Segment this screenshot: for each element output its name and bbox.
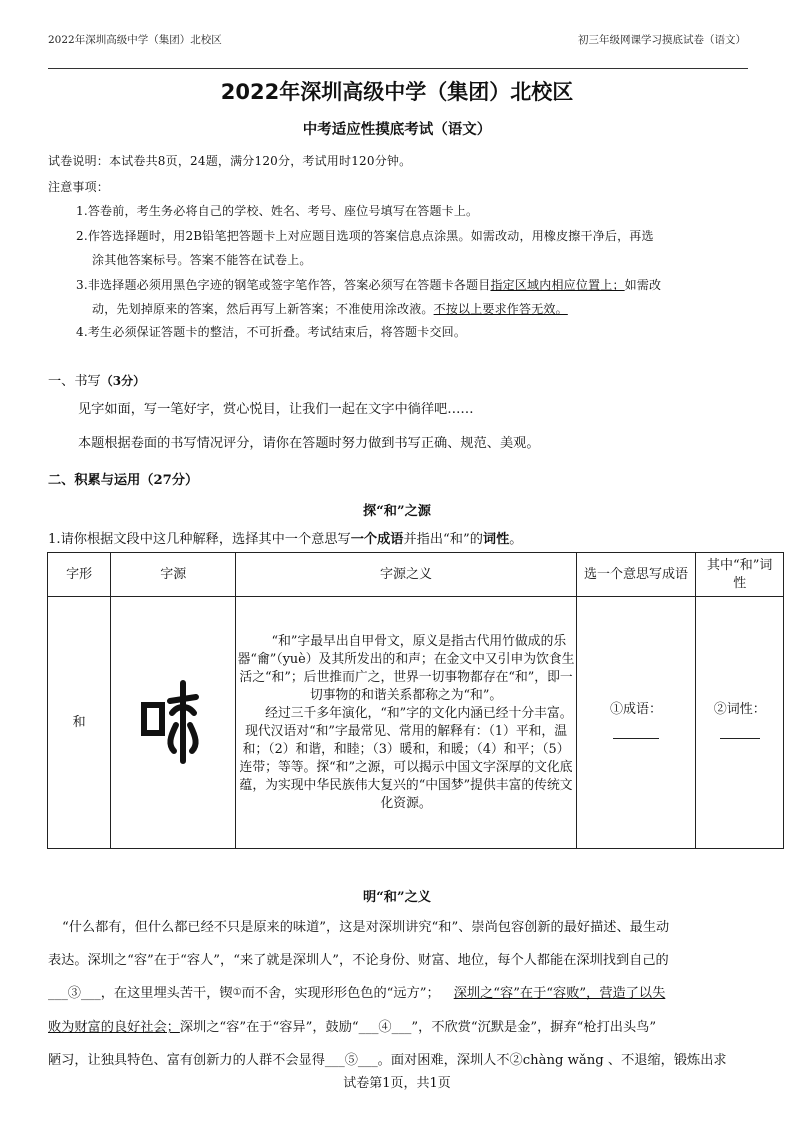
page-footer: 试卷第1页，共1页 (343, 1076, 451, 1091)
table-row (48, 597, 784, 849)
origin-paragraph-2: 经过三千多年演化，“和”字的文化内涵已经十分丰富。现代汉语对“和”字最常见、常用的解释有：（1）平和，温和；（2）和谐，和睦；（3）暖和，和暖；（4）和平；（5）连带；等等。探“和”之源，可以揭示中国文字深厚的文化底蕴，为实现中华民族伟大复兴的“中国梦”提供丰富的传统文化资源。 (239, 705, 573, 811)
header-cell: 字源之义 (236, 553, 576, 597)
part2-line5: 陋习，让独具特色、富有创新力的人群不会显得___⑤___。面对困难，深圳人不②chàng wǎng 、不退缩，锻炼出求 (48, 1053, 727, 1068)
idiom-label: ①成语： (610, 701, 663, 717)
header-cell: 选一个意思写成语 (576, 553, 696, 597)
pos-answer-cell (696, 597, 784, 849)
header-divider (48, 68, 748, 69)
header-left: 2022年深圳高级中学（集团）北校区 (48, 34, 222, 46)
section2-heading: 二、积累与运用（27分） (48, 473, 199, 488)
seal-script-he-icon (138, 675, 208, 765)
notice-item-2-line1: 2.作答选择题时，用2B铅笔把答题卡上对应题目选项的答案信息点涂黑。如需改动，用橡皮擦干净后，再选 (76, 229, 654, 243)
notice-item-4: 4.考生必须保证答题卡的整洁，不可折叠。考试结束后，将答题卡交回。 (76, 325, 467, 339)
header-cell: 字形 (48, 553, 111, 597)
notice-item-2-line2: 涂其他答案标号。答案不能答在试卷上。 (92, 253, 312, 267)
header-cell: 字源 (111, 553, 236, 597)
char-cell: 和 (48, 597, 111, 849)
notice-item-1: 1.答卷前，考生务必将自己的学校、姓名、考号、座位号填写在答题卡上。 (76, 204, 479, 218)
part2-title: 明“和”之义 (363, 890, 431, 905)
notice-label: 注意事项： (48, 180, 110, 194)
seal-script-cell (111, 597, 236, 849)
part2-line2: 表达。深圳之“容”在于“容人”，“来了就是深圳人”，不论身份、财富、地位，每个人都能在深圳找到自己的 (48, 953, 669, 968)
section1-line2: 本题根据卷面的书写情况评分，请你在答题时努力做到书写正确、规范、美观。 (78, 436, 540, 451)
page-subtitle: 中考适应性摸底考试（语文） (302, 122, 492, 138)
part2-line1: “什么都有，但什么都已经不只是原来的味道”，这是对深圳讲究“和”、崇尚包容创新的最好描述、最生动 (62, 920, 670, 935)
origin-table (47, 552, 784, 849)
question-1: 1.请你根据文段中这几种解释，选择其中一个意思写一个成语并指出“和”的词性。 (48, 532, 523, 547)
page-title: 2022年深圳高级中学（集团）北校区 (220, 80, 574, 104)
header-right: 初三年级网课学习摸底试卷（语文） (578, 34, 746, 46)
underlined-phrase: 指定区域内相应位置上； (490, 278, 625, 292)
notice-item-3-line1: 3.非选择题必须用黑色字迹的钢笔或签字笔作答，答案必须写在答题卡各题目指定区域内相应位置上；如需改 (76, 278, 662, 292)
pos-blank (720, 738, 760, 739)
part1-title: 探“和”之源 (363, 504, 431, 519)
idiom-answer-cell (576, 597, 696, 849)
idiom-blank (613, 738, 659, 739)
header-cell: 其中“和”词性 (696, 553, 784, 597)
section1-heading: 一、书写（3分） (48, 374, 146, 389)
exam-summary: 试卷说明：本试卷共8页，24题，满分120分，考试用时120分钟。 (48, 154, 412, 168)
origin-meaning-cell (236, 597, 576, 849)
notice-item-3-line2: 动，先划掉原来的答案，然后再写上新答案；不准使用涂改液。不按以上要求作答无效。 (92, 302, 568, 316)
table-header-row (48, 553, 784, 597)
pos-label: ②词性： (713, 701, 766, 717)
section1-line1: 见字如面，写一笔好字，赏心悦目，让我们一起在文字中徜徉吧…… (78, 402, 474, 417)
part2-line4: 败为财富的良好社会；深圳之“容”在于“容异”，鼓励“___④___”，不欣赏“沉默是金”，摒弃“枪打出头鸟” (48, 1020, 657, 1035)
part2-line3: ___③___，在这里埋头苦干，锲①而不舍，实现形形色色的“远方”； 深圳之“容”在于“容败”，营造了以失 (48, 986, 666, 1001)
underlined-warning: 不按以上要求作答无效。 (433, 302, 568, 316)
origin-paragraph-1: “和”字最早出自甲骨文，原义是指古代用竹做成的乐器“龠”（yuè）及其所发出的和声；在金文中又引申为饮食生活之“和”；后世推而广之，世界一切事物都存在“和”，即一切事物的和谐关系都称之为“和”。 (237, 633, 575, 703)
